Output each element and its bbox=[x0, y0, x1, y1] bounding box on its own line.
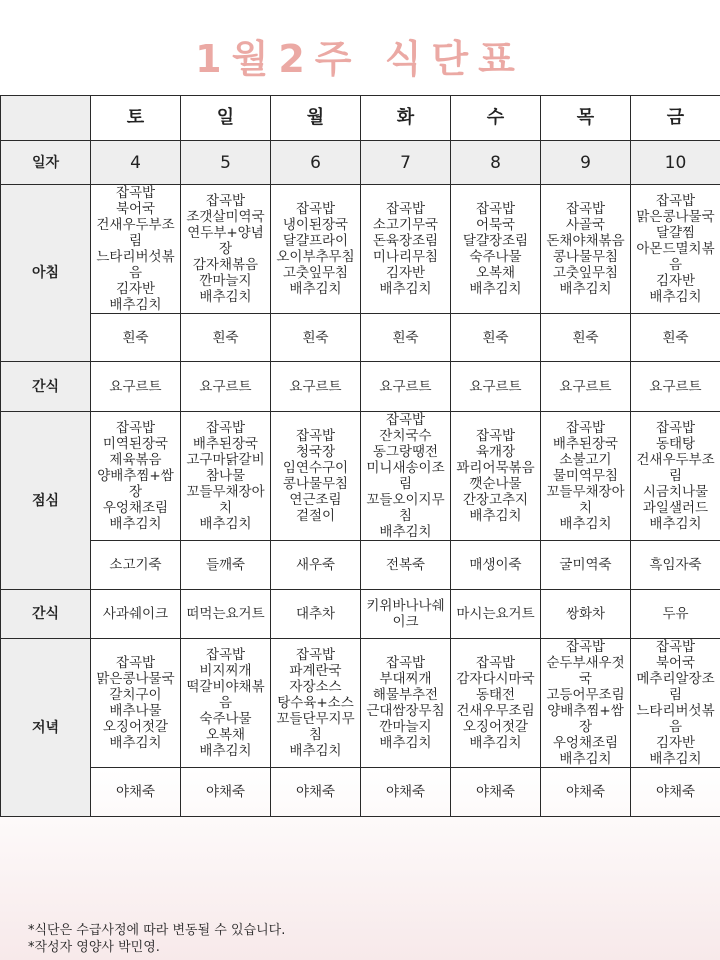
menu-cell-lunch bbox=[361, 412, 451, 541]
snack-row-snack2 bbox=[1, 590, 720, 639]
menu-items: 잡곡밥 미역된장국 제육볶음 양배추찜+쌈 장 우엉채조림 배추김치 bbox=[97, 420, 174, 532]
menu-cell-breakfast bbox=[451, 185, 541, 314]
meal-row-breakfast bbox=[1, 185, 720, 314]
menu-items: 잡곡밥 육개장 꽈리어묵볶음 깻순나물 간장고추지 배추김치 bbox=[456, 428, 535, 524]
menu-cell-breakfast bbox=[541, 185, 631, 314]
row-label-snack2: 간식 bbox=[1, 590, 91, 639]
menu-cell-lunch bbox=[541, 412, 631, 541]
menu-cell-dinner bbox=[361, 639, 451, 768]
menu-cell-lunch bbox=[181, 412, 271, 541]
footer-notes bbox=[28, 922, 285, 956]
porridge-cell: 흑임자죽 bbox=[631, 541, 720, 590]
snack-item: 마시는요거트 bbox=[456, 606, 535, 622]
menu-cell-breakfast bbox=[271, 185, 361, 314]
porridge-cell: 야채죽 bbox=[181, 768, 271, 817]
snack-item: 요구르트 bbox=[469, 378, 522, 395]
menu-items: 잡곡밥 청국장 임연수구이 콩나물무침 연근조림 겉절이 bbox=[282, 428, 349, 524]
snack-row-snack1 bbox=[1, 362, 720, 412]
menu-items: 잡곡밥 잔치국수 동그랑땡전 미니새송이조 림 꼬들오이지무 침 배추김치 bbox=[366, 412, 445, 540]
menu-cell-dinner bbox=[271, 639, 361, 768]
menu-cell-breakfast bbox=[91, 185, 181, 314]
date-cell: 4 bbox=[91, 141, 181, 185]
menu-items: 잡곡밥 맑은콩나물국 달걀찜 아몬드멸치볶 음 김자반 배추김치 bbox=[636, 193, 715, 305]
footer-note-author: *작성자 영양사 박민영. bbox=[28, 940, 160, 955]
snack-item: 요구르트 bbox=[109, 378, 162, 395]
menu-items: 잡곡밥 북어국 건새우두부조 림 느타리버섯볶 음 김자반 배추김치 bbox=[96, 185, 175, 313]
snack-item: 요구르트 bbox=[559, 378, 612, 395]
date-cell: 8 bbox=[451, 141, 541, 185]
porridge-cell: 야채죽 bbox=[91, 768, 181, 817]
snack-cell bbox=[361, 590, 451, 639]
day-header: 일 bbox=[181, 96, 271, 141]
snack-cell bbox=[181, 362, 271, 412]
menu-cell-dinner bbox=[181, 639, 271, 768]
snack-cell bbox=[91, 362, 181, 412]
menu-cell-lunch bbox=[91, 412, 181, 541]
porridge-cell: 새우죽 bbox=[271, 541, 361, 590]
porridge-cell: 들깨죽 bbox=[181, 541, 271, 590]
day-header: 월 bbox=[271, 96, 361, 141]
menu-items: 잡곡밥 어묵국 달걀장조림 숙주나물 오복채 배추김치 bbox=[462, 201, 529, 297]
row-label-lunch: 점심 bbox=[1, 412, 91, 590]
menu-cell-dinner bbox=[541, 639, 631, 768]
snack-cell bbox=[361, 362, 451, 412]
porridge-cell: 흰죽 bbox=[271, 314, 361, 362]
menu-cell-dinner bbox=[631, 639, 720, 768]
snack-cell bbox=[271, 590, 361, 639]
menu-cell-dinner bbox=[451, 639, 541, 768]
snack-item: 요구르트 bbox=[379, 378, 432, 395]
menu-items: 잡곡밥 파계란국 자장소스 탕수육+소스 꼬들단무지무 침 배추김치 bbox=[276, 647, 355, 759]
menu-items: 잡곡밥 북어국 메추리알장조 림 느타리버섯볶 음 김자반 배추김치 bbox=[636, 639, 715, 767]
date-cell: 6 bbox=[271, 141, 361, 185]
date-row bbox=[1, 141, 720, 185]
porridge-cell: 흰죽 bbox=[541, 314, 631, 362]
snack-cell bbox=[541, 362, 631, 412]
porridge-cell: 야채죽 bbox=[541, 768, 631, 817]
menu-cell-breakfast bbox=[361, 185, 451, 314]
snack-item: 키위바나나쉐 이크 bbox=[366, 598, 445, 630]
weekly-menu-table bbox=[0, 95, 720, 817]
porridge-row-dinner bbox=[1, 768, 720, 817]
porridge-cell: 야채죽 bbox=[451, 768, 541, 817]
menu-cell-lunch bbox=[271, 412, 361, 541]
menu-items: 잡곡밥 부대찌개 해물부추전 근대쌈장무침 깐마늘지 배추김치 bbox=[366, 655, 445, 751]
menu-cell-breakfast bbox=[631, 185, 720, 314]
snack-item: 두유 bbox=[662, 606, 689, 622]
snack-cell bbox=[271, 362, 361, 412]
snack-cell bbox=[181, 590, 271, 639]
menu-items: 잡곡밥 조갯살미역국 연두부+양념 장 감자채볶음 깐마늘지 배추김치 bbox=[186, 193, 265, 305]
menu-cell-dinner bbox=[91, 639, 181, 768]
meal-row-dinner bbox=[1, 639, 720, 768]
snack-cell bbox=[91, 590, 181, 639]
menu-cell-breakfast bbox=[181, 185, 271, 314]
date-cell: 7 bbox=[361, 141, 451, 185]
date-cell: 5 bbox=[181, 141, 271, 185]
snack-item: 쌍화차 bbox=[565, 606, 606, 622]
porridge-cell: 야채죽 bbox=[361, 768, 451, 817]
day-header: 금 bbox=[631, 96, 720, 141]
menu-items: 잡곡밥 냉이된장국 달걀프라이 오이부추무침 고춧잎무침 배추김치 bbox=[276, 201, 355, 297]
snack-item: 요구르트 bbox=[289, 378, 342, 395]
snack-item: 사과쉐이크 bbox=[102, 606, 169, 622]
date-cell: 9 bbox=[541, 141, 631, 185]
date-cell: 10 bbox=[631, 141, 720, 185]
footer-note-supply: *식단은 수급사정에 따라 변동될 수 있습니다. bbox=[28, 923, 286, 938]
porridge-cell: 야채죽 bbox=[271, 768, 361, 817]
day-header: 토 bbox=[91, 96, 181, 141]
menu-items: 잡곡밥 사골국 돈채야채볶음 콩나물무침 고춧잎무침 배추김치 bbox=[546, 201, 625, 297]
day-header: 화 bbox=[361, 96, 451, 141]
menu-items: 잡곡밥 동태탕 건새우두부조 림 시금치나물 과일샐러드 배추김치 bbox=[636, 420, 715, 532]
porridge-cell: 굴미역죽 bbox=[541, 541, 631, 590]
menu-items: 잡곡밥 배추된장국 소불고기 물미역무침 꼬들무채장아 치 배추김치 bbox=[546, 420, 625, 532]
row-label-snack1: 간식 bbox=[1, 362, 91, 412]
snack-item: 요구르트 bbox=[199, 378, 252, 395]
day-header: 수 bbox=[451, 96, 541, 141]
row-label-breakfast: 아침 bbox=[1, 185, 91, 362]
snack-cell bbox=[631, 362, 720, 412]
porridge-cell: 흰죽 bbox=[631, 314, 720, 362]
porridge-cell: 야채죽 bbox=[631, 768, 720, 817]
menu-cell-lunch bbox=[631, 412, 720, 541]
snack-cell bbox=[451, 362, 541, 412]
menu-items: 잡곡밥 순두부새우젓 국 고등어무조림 양배추찜+쌈 장 우엉채조림 배추김치 bbox=[546, 639, 625, 767]
row-label-dinner: 저녁 bbox=[1, 639, 91, 817]
corner-cell bbox=[1, 96, 91, 141]
menu-cell-lunch bbox=[451, 412, 541, 541]
snack-cell bbox=[541, 590, 631, 639]
porridge-cell: 전복죽 bbox=[361, 541, 451, 590]
snack-cell bbox=[631, 590, 720, 639]
porridge-cell: 흰죽 bbox=[361, 314, 451, 362]
page-title: 1월2주 식단표 bbox=[195, 37, 525, 81]
porridge-row-breakfast bbox=[1, 314, 720, 362]
menu-items: 잡곡밥 비지찌개 떡갈비야채볶 음 숙주나물 오복채 배추김치 bbox=[186, 647, 265, 759]
porridge-row-lunch bbox=[1, 541, 720, 590]
porridge-cell: 소고기죽 bbox=[91, 541, 181, 590]
porridge-cell: 흰죽 bbox=[91, 314, 181, 362]
day-header-row bbox=[1, 96, 720, 141]
menu-items: 잡곡밥 맑은콩나물국 갈치구이 배추나물 오징어젓갈 배추김치 bbox=[96, 655, 175, 751]
porridge-cell: 흰죽 bbox=[451, 314, 541, 362]
snack-item: 요구르트 bbox=[649, 378, 702, 395]
menu-items: 잡곡밥 감자다시마국 동태전 건새우무조림 오징어젓갈 배추김치 bbox=[456, 655, 535, 751]
meal-row-lunch bbox=[1, 412, 720, 541]
menu-items: 잡곡밥 배추된장국 고구마닭갈비 참나물 꼬들무채장아 치 배추김치 bbox=[186, 420, 265, 532]
snack-item: 대추차 bbox=[295, 606, 336, 622]
snack-cell bbox=[451, 590, 541, 639]
snack-item: 떠먹는요거트 bbox=[186, 606, 265, 622]
row-label-date: 일자 bbox=[1, 141, 91, 185]
porridge-cell: 흰죽 bbox=[181, 314, 271, 362]
porridge-cell: 매생이죽 bbox=[451, 541, 541, 590]
menu-items: 잡곡밥 소고기무국 돈육장조림 미나리무침 김자반 배추김치 bbox=[372, 201, 439, 297]
day-header: 목 bbox=[541, 96, 631, 141]
